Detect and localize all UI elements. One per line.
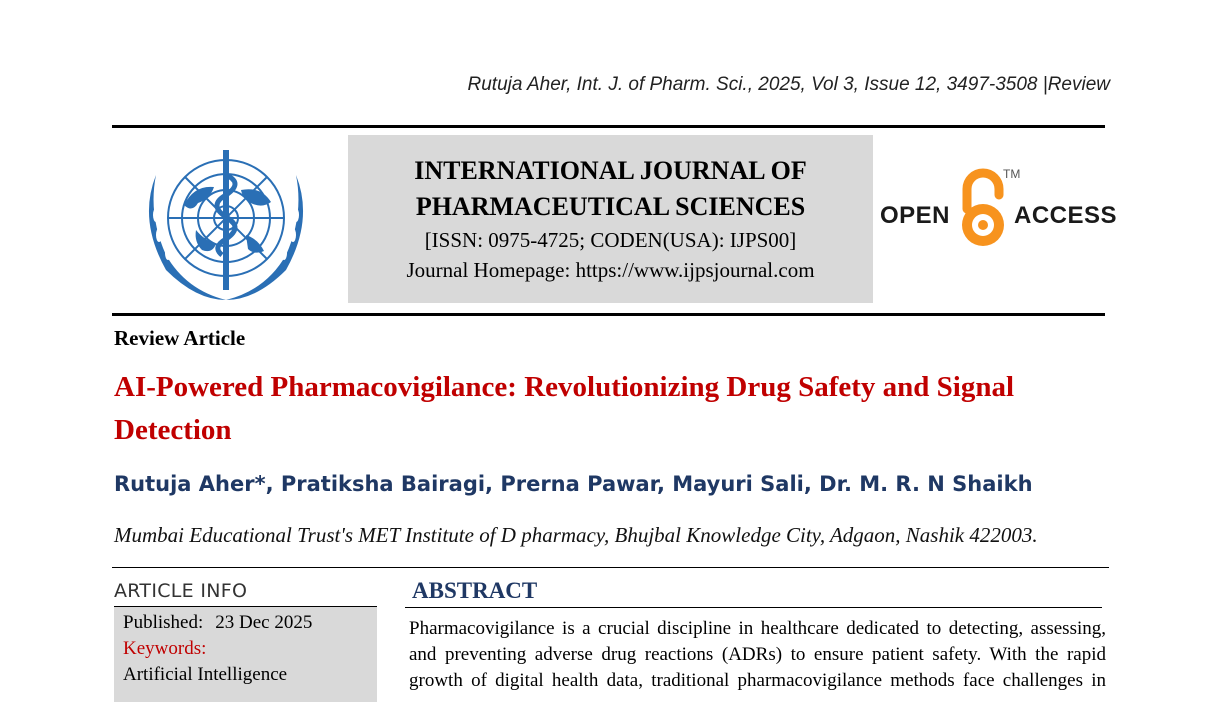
published-date: 23 Dec 2025	[215, 612, 313, 633]
article-title: AI-Powered Pharmacovigilance: Revolutionizing Drug Safety and Signal Detection	[114, 371, 1015, 446]
header-rule-bottom	[112, 313, 1105, 316]
journal-issn: [ISSN: 0975-4725; CODEN(USA): IJPS00]	[424, 228, 797, 252]
open-access-access-text: ACCESS	[1014, 202, 1118, 229]
affiliation: Mumbai Educational Trust's MET Institute of D pharmacy, Bhujbal Knowledge City, Adgaon, Nashik 422003.	[114, 523, 1038, 547]
journal-masthead	[348, 135, 873, 303]
abstract-line: Pharmacovigilance is a crucial discipline in healthcare dedicated to detecting, assessing,	[409, 618, 1106, 639]
abstract-body	[409, 616, 1106, 694]
abstract-line: growth of digital health data, traditional pharmacovigilance methods face challenges in	[409, 670, 1106, 691]
abstract-heading: ABSTRACT	[412, 578, 538, 603]
article-info-heading: ARTICLE INFO	[114, 580, 248, 602]
journal-name-line1: INTERNATIONAL JOURNAL OF	[414, 156, 807, 185]
journal-homepage[interactable]: Journal Homepage: https://www.ijpsjournal.com	[406, 258, 815, 282]
affiliation-rule	[112, 567, 1109, 568]
open-access-tm: TM	[1003, 167, 1021, 181]
article-type: Review Article	[114, 326, 246, 350]
journal-name-line2: PHARMACEUTICAL SCIENCES	[415, 192, 806, 221]
keyword-item: Artificial Intelligence	[123, 664, 288, 685]
who-emblem-logo	[126, 135, 326, 305]
author-list: Rutuja Aher*, Pratiksha Bairagi, Prerna Pawar, Mayuri Sali, Dr. M. R. N Shaikh	[114, 472, 1033, 496]
running-header: Rutuja Aher, Int. J. of Pharm. Sci., 2025, Vol 3, Issue 12, 3497-3508 |Review	[467, 74, 1110, 95]
header-rule-top	[112, 125, 1105, 128]
abstract-line: and preventing adverse drug reactions (ADRs) to ensure patient safety. With the rapid	[409, 644, 1106, 665]
keywords-label: Keywords:	[123, 638, 207, 659]
abstract-rule	[405, 607, 1102, 608]
open-access-logo	[880, 165, 1118, 255]
open-access-open-text: OPEN	[880, 202, 951, 229]
published-label: Published:	[123, 612, 204, 633]
published-row	[123, 612, 312, 634]
article-info-box	[114, 607, 377, 702]
